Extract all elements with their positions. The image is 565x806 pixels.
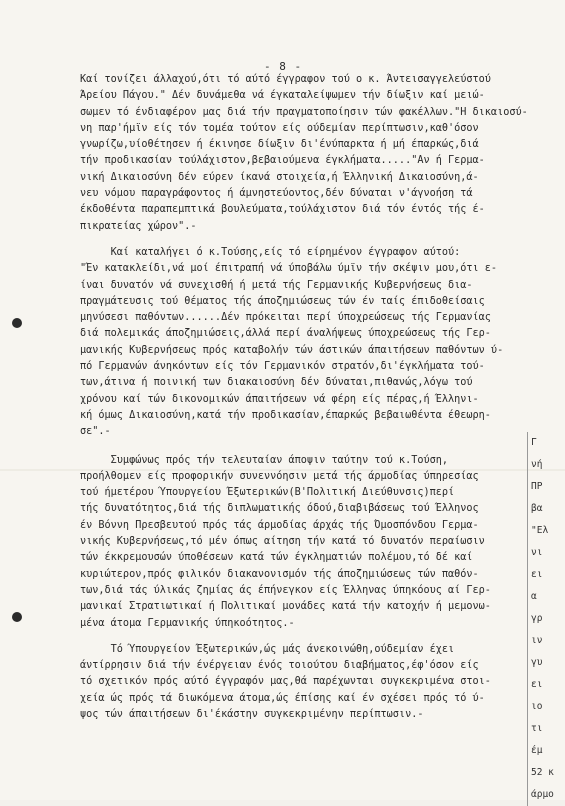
margin-fragment: ει <box>527 674 565 696</box>
text-line: χρόνου καί τών δικονομικών άπαιτήσεων νά φέρη είς πέρας,ή Έλληνι- <box>80 393 479 405</box>
text-line: χεία ώς πρός τά διωκόμενα άτομα,ώς έπίσης καί έν σχέσει πρός τό ύ- <box>80 692 485 704</box>
text-line: νη παρ'ήμϊν είς τόν τομέα τούτον είς ούδεμίαν περίπτωσιν,καθ'όσον <box>80 122 479 134</box>
margin-fragment: α <box>527 586 565 608</box>
text-line: γνωρίζω,υίοθέτησεν ή έκινησε δίωξιν δι'ένύπαρκτα ή μή έπαρκώς,διά <box>80 139 479 151</box>
text-line: κή όμως Δικαιοσύνη,κατά τήν προδικασίαν,έπαρκώς βεβαιωθέντα έθεωρη- <box>80 409 491 421</box>
text-line: τό σχετικόν πρός αύτό έγγραφόν μας,θά παρέχωνται συγκεκριμένα στοι- <box>80 676 491 688</box>
text-line: πό Γερμανών άνηκόντων είς τόν Γερμανικόν στρατόν,δι'έγκλήματα τού- <box>80 361 485 373</box>
page-number: - 8 - <box>264 60 303 73</box>
margin-fragment: ει <box>527 564 565 586</box>
text-line: ίναι δυνατόν νά συνεχισθή ή μετά τής Γερμανικής Κυβερνήσεως δια- <box>80 279 473 291</box>
margin-fragment: βα <box>527 498 565 520</box>
paragraph <box>80 72 550 235</box>
margin-fragment: ΠΡ <box>527 476 565 498</box>
text-line: μανικής Κυβερνήσεως πρός καταβολήν τών άστικών άπαιτήσεων παθόντων ύ- <box>80 344 504 356</box>
text-line: κυριώτερον,πρός φιλικόν διακανονισμόν τής άποζημιώσεως τών παθόν- <box>80 568 479 580</box>
paragraph-gap <box>80 441 550 453</box>
text-line: Καί καταλήγει ό κ.Τούσης,είς τό είρημένον έγγραφον αύτού: <box>80 246 461 258</box>
text-line: διά πολεμικάς άποζημιώσεις,άλλά περί άναλήψεως ύποχρεώσεως τής Γερ- <box>80 328 491 340</box>
margin-fragment: Γ <box>527 432 565 454</box>
text-line: μανικαί Στρατιωτικαί ή Πολιτικαί μονάδες κατά τήν κατοχήν ή μεμονω- <box>80 601 491 613</box>
margin-fragment: 52 κ <box>527 762 565 784</box>
margin-fragment: έμ <box>527 740 565 762</box>
text-line: τού ήμετέρου Ύπουργείου Έξωτερικών(Β'Πολιτική Διεύθυνσις)περί <box>80 487 455 499</box>
text-line: τήν προδικασίαν τούλάχιστον,βεβαιούμενα έγκλήματα....."Αν ή Γερμα- <box>80 155 485 167</box>
margin-fragment: γυ <box>527 652 565 674</box>
margin-fragment: ιο <box>527 696 565 718</box>
text-line: ψος τών άπαιτήσεων δι'έκάστην συγκεκριμένην περίπτωσιν.- <box>80 708 424 720</box>
text-line: τών έκκρεμουσών ύποθέσεων κατά τών έγκληματιών πολέμου,τό δέ καί <box>80 552 473 564</box>
paragraph-gap <box>80 235 550 245</box>
text-line: έν Βόννη Πρεσβευτού πρός τάς άρμοδίας άρχάς τής Όμοσπόνδου Γερμα- <box>80 519 479 531</box>
adjacent-page-edge <box>527 432 565 806</box>
text-line: Άρείου Πάγου." Δέν δυνάμεθα νά έγκαταλείψωμεν τήν δίωξιν καί μειώ- <box>80 90 485 102</box>
margin-fragment: νι <box>527 542 565 564</box>
paragraph <box>80 453 550 632</box>
text-line: μηνύσεσι παθόντων......Δέν πρόκειται περί ύποχρεώσεως τής Γερμανίας <box>80 312 491 324</box>
text-line: νευ νόμου παραγράφοντος ή άμνηστεύοντος,δέν δύναται ν'άγνοήση τά <box>80 188 473 200</box>
text-line: μένα άτομα Γερμανικής ύπηκοότητος.- <box>80 617 295 629</box>
document-body <box>80 72 550 723</box>
margin-fragment: γρ <box>527 608 565 630</box>
margin-fragment: τι <box>527 718 565 740</box>
paragraph <box>80 245 550 441</box>
text-line: σωμεν τό ένδιαφέρον μας διά τήν πραγματοποίησιν τών φακέλλων."Η δικαιοσύ- <box>80 106 528 118</box>
margin-fragment: ιν <box>527 630 565 652</box>
text-line: τής δυνατότητος,διά τής διπλωματικής όδού,διαβιβάσεως τού Έλληνος <box>80 503 479 515</box>
text-line: πραγμάτευσις τού θέματος τής άποζημιώσεως τών έν ταίς έπιδοθείσαις <box>80 295 485 307</box>
text-line: των,διά τάς ύλικάς ζημίας άς έπήνεγκον είς Έλληνας ύπηκόους αί Γερ- <box>80 584 491 596</box>
text-line: Τό Ύπουργείον Έξωτερικών,ώς μάς άνεκοινώθη,ούδεμίαν έχει <box>80 643 455 655</box>
text-line: πικρατείας χώρον".- <box>80 220 197 232</box>
text-line: Καί τονίζει άλλαχού,ότι τό αύτό έγγραφον τού ο κ. Άντεισαγγελεύστού <box>80 74 491 85</box>
text-line: νική Δικαιοσύνη δέν εύρεν ίκανά στοιχεία,ή Έλληνική Δικαιοσύνη,ά- <box>80 171 479 183</box>
text-line: των,άτινα ή ποινική των διακαιοσύνη δέν δύναται,πιθανώς,λόγω τού <box>80 377 473 389</box>
paragraph-gap <box>80 632 550 642</box>
text-line: προήλθομεν είς προφορικήν συνεννόησιν μετά τής άρμοδίας ύπηρεσίας <box>80 470 479 482</box>
paragraph <box>80 642 550 723</box>
text-line: άντίρρησιν διά τήν ένέργειαν ένός τοιούτου διαβήματος,έφ'όσον είς <box>80 660 479 672</box>
punch-hole <box>12 318 22 328</box>
punch-hole <box>12 612 22 622</box>
text-line: "Έν κατακλείδι,νά μοί έπιτραπή νά ύποβάλω ύμϊν τήν σκέψιν μου,ότι ε- <box>80 263 498 275</box>
text-line: έκδοθέντα παραπεμπτικά βουλεύματα,τούλάχιστον διά τόν έντός τής έ- <box>80 204 485 216</box>
margin-fragment: άρμο <box>527 784 565 806</box>
text-line: νικής Κυβερνήσεως,τό μέν όπως αίτηση τήν κατά τό δυνατόν περαίωσιν <box>80 536 485 548</box>
text-line: Συμφώνως πρός τήν τελευταίαν άποψιν ταύτην τού κ.Τούση, <box>80 454 449 466</box>
margin-fragment: νή <box>527 454 565 476</box>
margin-fragment: "Ελ <box>527 520 565 542</box>
text-line: σε".- <box>80 426 111 438</box>
